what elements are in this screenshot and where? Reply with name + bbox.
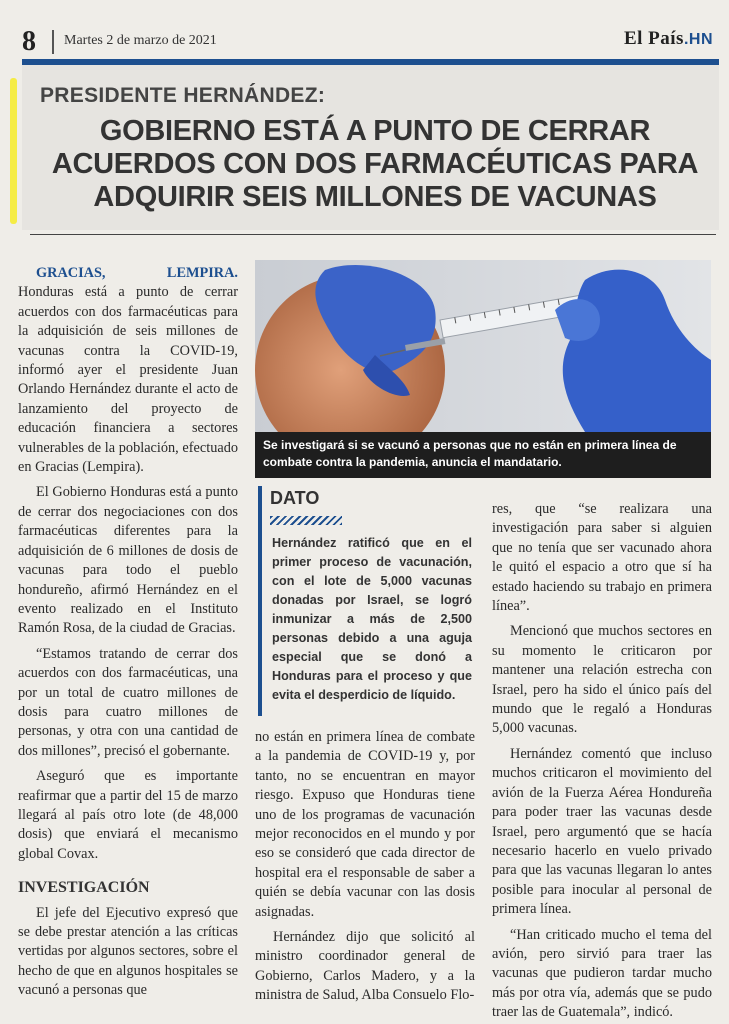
paragraph: res, que “se realizara una investigación para saber si alguien que no tenía que ser vacunado ahora le quitó el espacio a otro que sí ha estado haciendo su trabajo en primera línea”. (492, 501, 712, 615)
logo-main: El País (623, 28, 684, 49)
photo-caption: Se investigará si se vacunó a personas que no están en primera línea de combate contra la pandemia, anuncia el mandatario. (255, 432, 711, 478)
article-column-3 (492, 500, 712, 1023)
highlighter-mark (10, 78, 17, 224)
article-column-1 (18, 264, 238, 1001)
paragraph-text: Honduras está a punto de cerrar acuerdos con dos farmacéuticas para la adquisición de seis millones de vacunas contra la COVID-19, informó ayer el presidente Juan Orlando Hernández durante el acto de lanzamiento del proyecto de educación financiera a sectores vulnerables de la población, efectuado en Gracias (Lempira). (18, 284, 238, 476)
paragraph: Aseguró que es importante reafirmar que a partir del 15 de marzo llegará al país otro lote (de 48,000 dosis) que enviará el mecanismo global Covax. (18, 768, 238, 862)
logo-suffix: .HN (683, 31, 713, 48)
dato-stripes (270, 516, 342, 525)
paragraph: “Estamos tratando de cerrar dos acuerdos con dos farmacéuticas, una por un total de cuatro millones de dosis para cuatro millones de personas, y otra con una cantidad de dos millones”, precisó el gobernante. (18, 645, 238, 759)
paragraph: “Han criticado mucho el tema del avión, pero sirvió para traer las vacunas que pudieron tardar mucho más por otra vía, además que se pudo traer las de Guatemala”, indicó. (492, 926, 712, 1021)
header-divider (52, 30, 54, 54)
newspaper-logo (624, 28, 713, 50)
article-headline: GOBIERNO ESTÁ A PUNTO DE CERRAR ACUERDOS CON DOS FARMACÉUTICAS PARA ADQUIRIR SEIS MILLONES DE VACUNAS (51, 115, 699, 213)
dato-text: Hernández ratificó que en el primer proceso de vacunación, con el lote de 5,000 vacunas donadas por Israel, se logró inmunizar a más de 2,500 personas debido a una aguja especial que se donó a Honduras para el proceso y que evita el desperdicio de líquido. (272, 536, 472, 702)
publication-date: Martes 2 de marzo de 2021 (64, 33, 217, 48)
dato-title: DATO (270, 488, 320, 508)
paragraph: Hernández dijo que solicitó al ministro coordinador general de Gobierno, Carlos Madero, y a la ministra de Salud, Alba Consuelo Flo- (255, 929, 475, 1004)
vaccination-photo (255, 260, 711, 432)
paragraph: El Gobierno Honduras está a punto de cerrar dos negociaciones con dos farmacéuticas diferentes para la adquisición de 6 millones de dosis de vacunas para todo el pueblo hondureño, afirmó Hernández en el evento realizado en el Instituto Ramón Rosa, de la ciudad de Gracias. (18, 484, 238, 637)
paragraph: Hernández comentó que incluso muchos criticaron el movimiento del avión de la Fuerza Aérea Hondureña para poder traer las vacunas desde Israel, pero argumentó que se hacía necesario hacerlo en vuelo privado para que las vacunas llegaran lo antes posible para inocular al personal de primera línea. (492, 745, 712, 918)
paragraph: no están en primera línea de combate a la pandemia de COVID-19 y, por tanto, no se encuentran en mayor riesgo. Expuso que Honduras tiene uno de los programas de vacunación mejor reconocidos en el mundo y por eso se consideró que cada director de hospital era el responsable de saber a quién se debía vacunar con las dosis asignadas. (255, 729, 475, 920)
page-number: 8 (22, 26, 36, 57)
article-column-2 (255, 728, 475, 1006)
section-subhead: INVESTIGACIÓN (18, 879, 150, 897)
article-kicker: PRESIDENTE HERNÁNDEZ: (40, 84, 326, 107)
dateline: GRACIAS, LEMPIRA. (36, 265, 238, 281)
dato-sidebar (258, 486, 478, 716)
vaccination-illustration (255, 260, 711, 432)
paragraph: Mencionó que muchos sectores en su momento le criticaron por mantener una relación estrecha con Israel, pero ha sido el único país del mundo que le regaló a Honduras 5,000 vacunas. (492, 623, 712, 737)
headline-divider (30, 234, 716, 235)
paragraph (18, 264, 238, 477)
dato-accent-bar (258, 486, 262, 716)
paragraph: El jefe del Ejecutivo expresó que se debe prestar atención a las críticas vertidas por algunos sectores, sobre el hecho de que en algunos hospitales se vacunó a personas que (18, 904, 238, 999)
